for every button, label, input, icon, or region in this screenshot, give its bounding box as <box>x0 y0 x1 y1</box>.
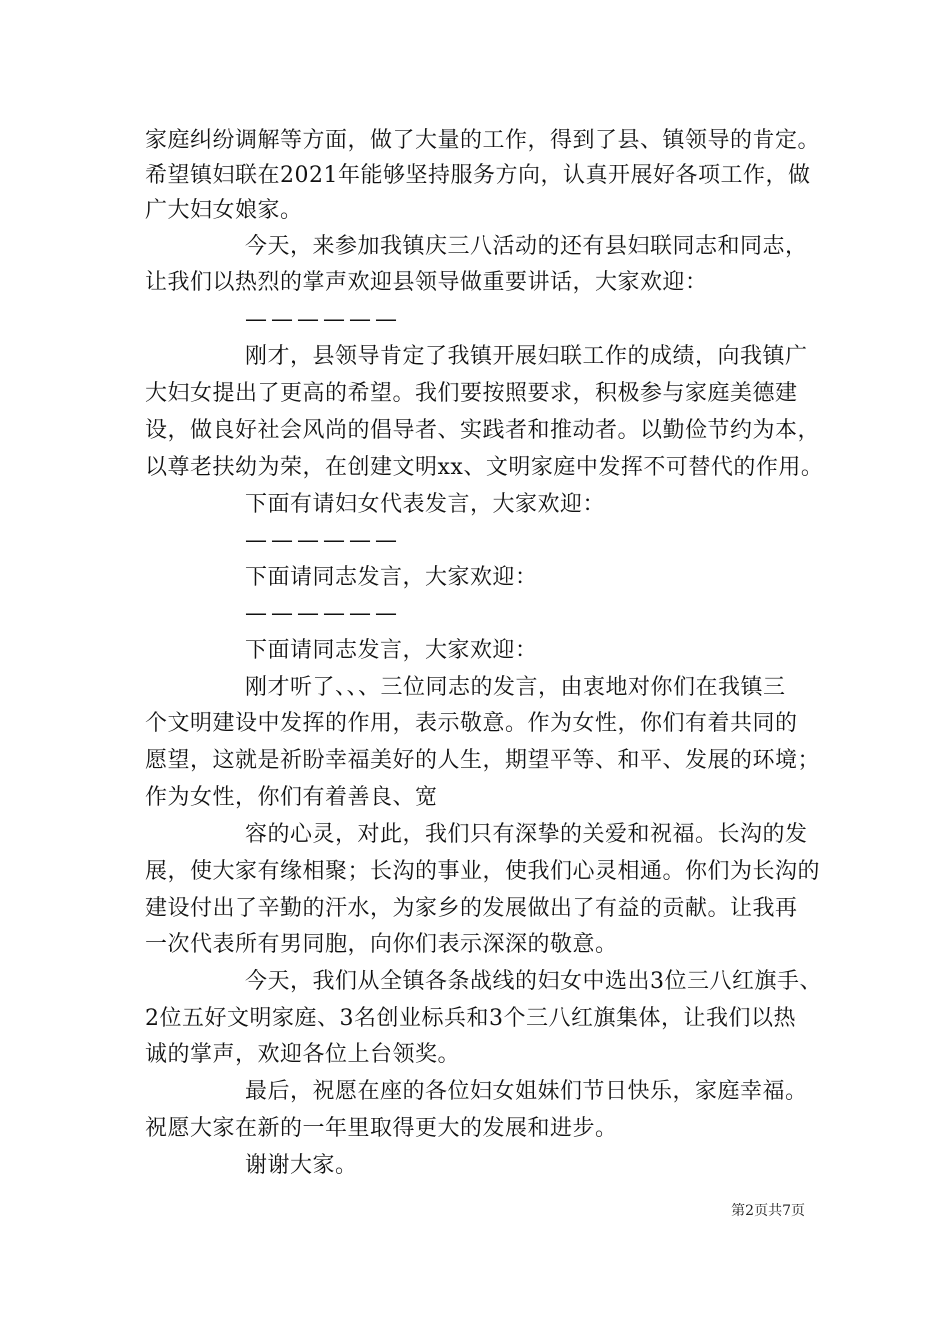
text-line: 祝愿大家在新的一年里取得更大的发展和进步。 <box>145 1116 618 1141</box>
text-line: 刚才，县领导肯定了我镇开展妇联工作的成绩，向我镇广 <box>245 344 808 369</box>
text-line: 今天，我们从全镇各条战线的妇女中选出3位三八红旗手、 <box>245 969 822 994</box>
text-line: 以尊老扶幼为荣，在创建文明xx、文明家庭中发挥不可替代的作用。 <box>145 455 824 480</box>
text-line: 希望镇妇联在2021年能够坚持服务方向，认真开展好各项工作，做 <box>145 163 811 188</box>
text-line: 2位五好文明家庭、3名创业标兵和3个三八红旗集体，让我们以热 <box>145 1006 796 1031</box>
text-line: 谢谢大家。 <box>245 1153 358 1178</box>
text-line: 最后，祝愿在座的各位妇女姐妹们节日快乐，家庭幸福。 <box>245 1079 808 1104</box>
text-line: 作为女性，你们有着善良、宽 <box>145 785 438 810</box>
text-line: 下面请同志发言，大家欢迎： <box>245 638 538 663</box>
text-line: 今天，来参加我镇庆三八活动的还有县妇联同志和同志， <box>245 234 808 259</box>
separator-dashes: —————— <box>245 601 401 626</box>
text-line: 让我们以热烈的掌声欢迎县领导做重要讲话，大家欢迎： <box>145 270 708 295</box>
text-line: 下面请同志发言，大家欢迎： <box>245 565 538 590</box>
text-line: 个文明建设中发挥的作用，表示敬意。作为女性，你们有着共同的 <box>145 711 798 736</box>
page-number: 第2页共7页 <box>731 1203 805 1219</box>
text-line: 大妇女提出了更高的希望。我们要按照要求，积极参与家庭美德建 <box>145 381 798 406</box>
text-line: 展，使大家有缘相聚；长沟的事业，使我们心灵相通。你们为长沟的 <box>145 859 821 884</box>
text-line: 诚的掌声，欢迎各位上台领奖。 <box>145 1042 461 1067</box>
text-line: 建设付出了辛勤的汗水，为家乡的发展做出了有益的贡献。让我再 <box>145 896 798 921</box>
text-line: 容的心灵，对此，我们只有深挚的关爱和祝福。长沟的发 <box>245 822 808 847</box>
separator-dashes: —————— <box>245 528 401 553</box>
text-line: 广大妇女娘家。 <box>145 198 303 223</box>
separator-dashes: —————— <box>245 307 401 332</box>
text-line: 一次代表所有男同胞，向你们表示深深的敬意。 <box>145 932 618 957</box>
text-line: 家庭纠纷调解等方面，做了大量的工作，得到了县、镇领导的肯定。 <box>145 128 821 153</box>
text-line: 愿望，这就是祈盼幸福美好的人生，期望平等、和平、发展的环境； <box>145 748 821 773</box>
text-line: 刚才听了、、、三位同志的发言，由衷地对你们在我镇三 <box>245 675 786 700</box>
text-line: 设，做良好社会风尚的倡导者、实践者和推动者。以勤俭节约为本， <box>145 418 821 443</box>
text-line: 下面有请妇女代表发言，大家欢迎： <box>245 492 606 517</box>
